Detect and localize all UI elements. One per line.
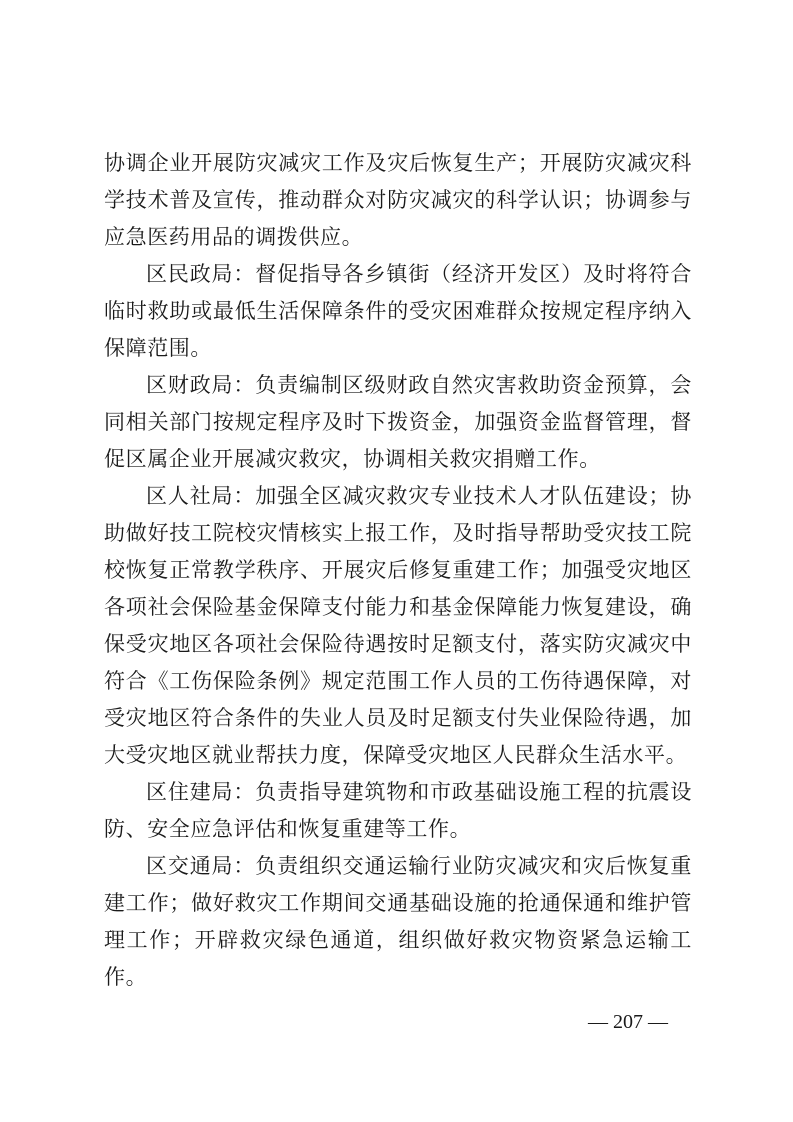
paragraph-transport-bureau: 区交通局：负责组织交通运输行业防灾减灾和灾后恢复重建工作；做好救灾工作期间交通基础设施的抢通保通和维护管理工作；开辟救灾绿色通道，组织做好救灾物资紧急运输工作。 xyxy=(104,854,692,989)
page-number: — 207 — xyxy=(588,1011,668,1033)
body-text xyxy=(104,145,692,996)
paragraph-continuation: 协调企业开展防灾减灾工作及灾后恢复生产；开展防灾减灾科学技术普及宣传，推动群众对防灾减灾的科学认识；协调参与应急医药用品的调拨供应。 xyxy=(104,151,692,249)
paragraph-housing-construction-bureau: 区住建局：负责指导建筑物和市政基础设施工程的抗震设防、安全应急评估和恢复重建等工作。 xyxy=(104,780,692,841)
paragraph-civil-affairs-bureau: 区民政局：督促指导各乡镇街（经济开发区）及时将符合临时救助或最低生活保障条件的受灾困难群众按规定程序纳入保障范围。 xyxy=(104,262,692,360)
paragraph-human-resources-bureau: 区人社局：加强全区减灾救灾专业技术人才队伍建设；协助做好技工院校灾情核实上报工作，及时指导帮助受灾技工院校恢复正常教学秩序、开展灾后修复重建工作；加强受灾地区各项社会保险基金保障支付能力和基金保障能力恢复建设，确保受灾地区各项社会保险待遇按时足额支付，落实防灾减灾中符合《工伤保险条例》规定范围工作人员的工伤待遇保障，对受灾地区符合条件的失业人员及时足额支付失业保险待遇，加大受灾地区就业帮扶力度，保障受灾地区人民群众生活水平。 xyxy=(104,484,692,767)
paragraph-finance-bureau: 区财政局：负责编制区级财政自然灾害救助资金预算，会同相关部门按规定程序及时下拨资金，加强资金监督管理，督促区属企业开展减灾救灾，协调相关救灾捐赠工作。 xyxy=(104,373,692,471)
